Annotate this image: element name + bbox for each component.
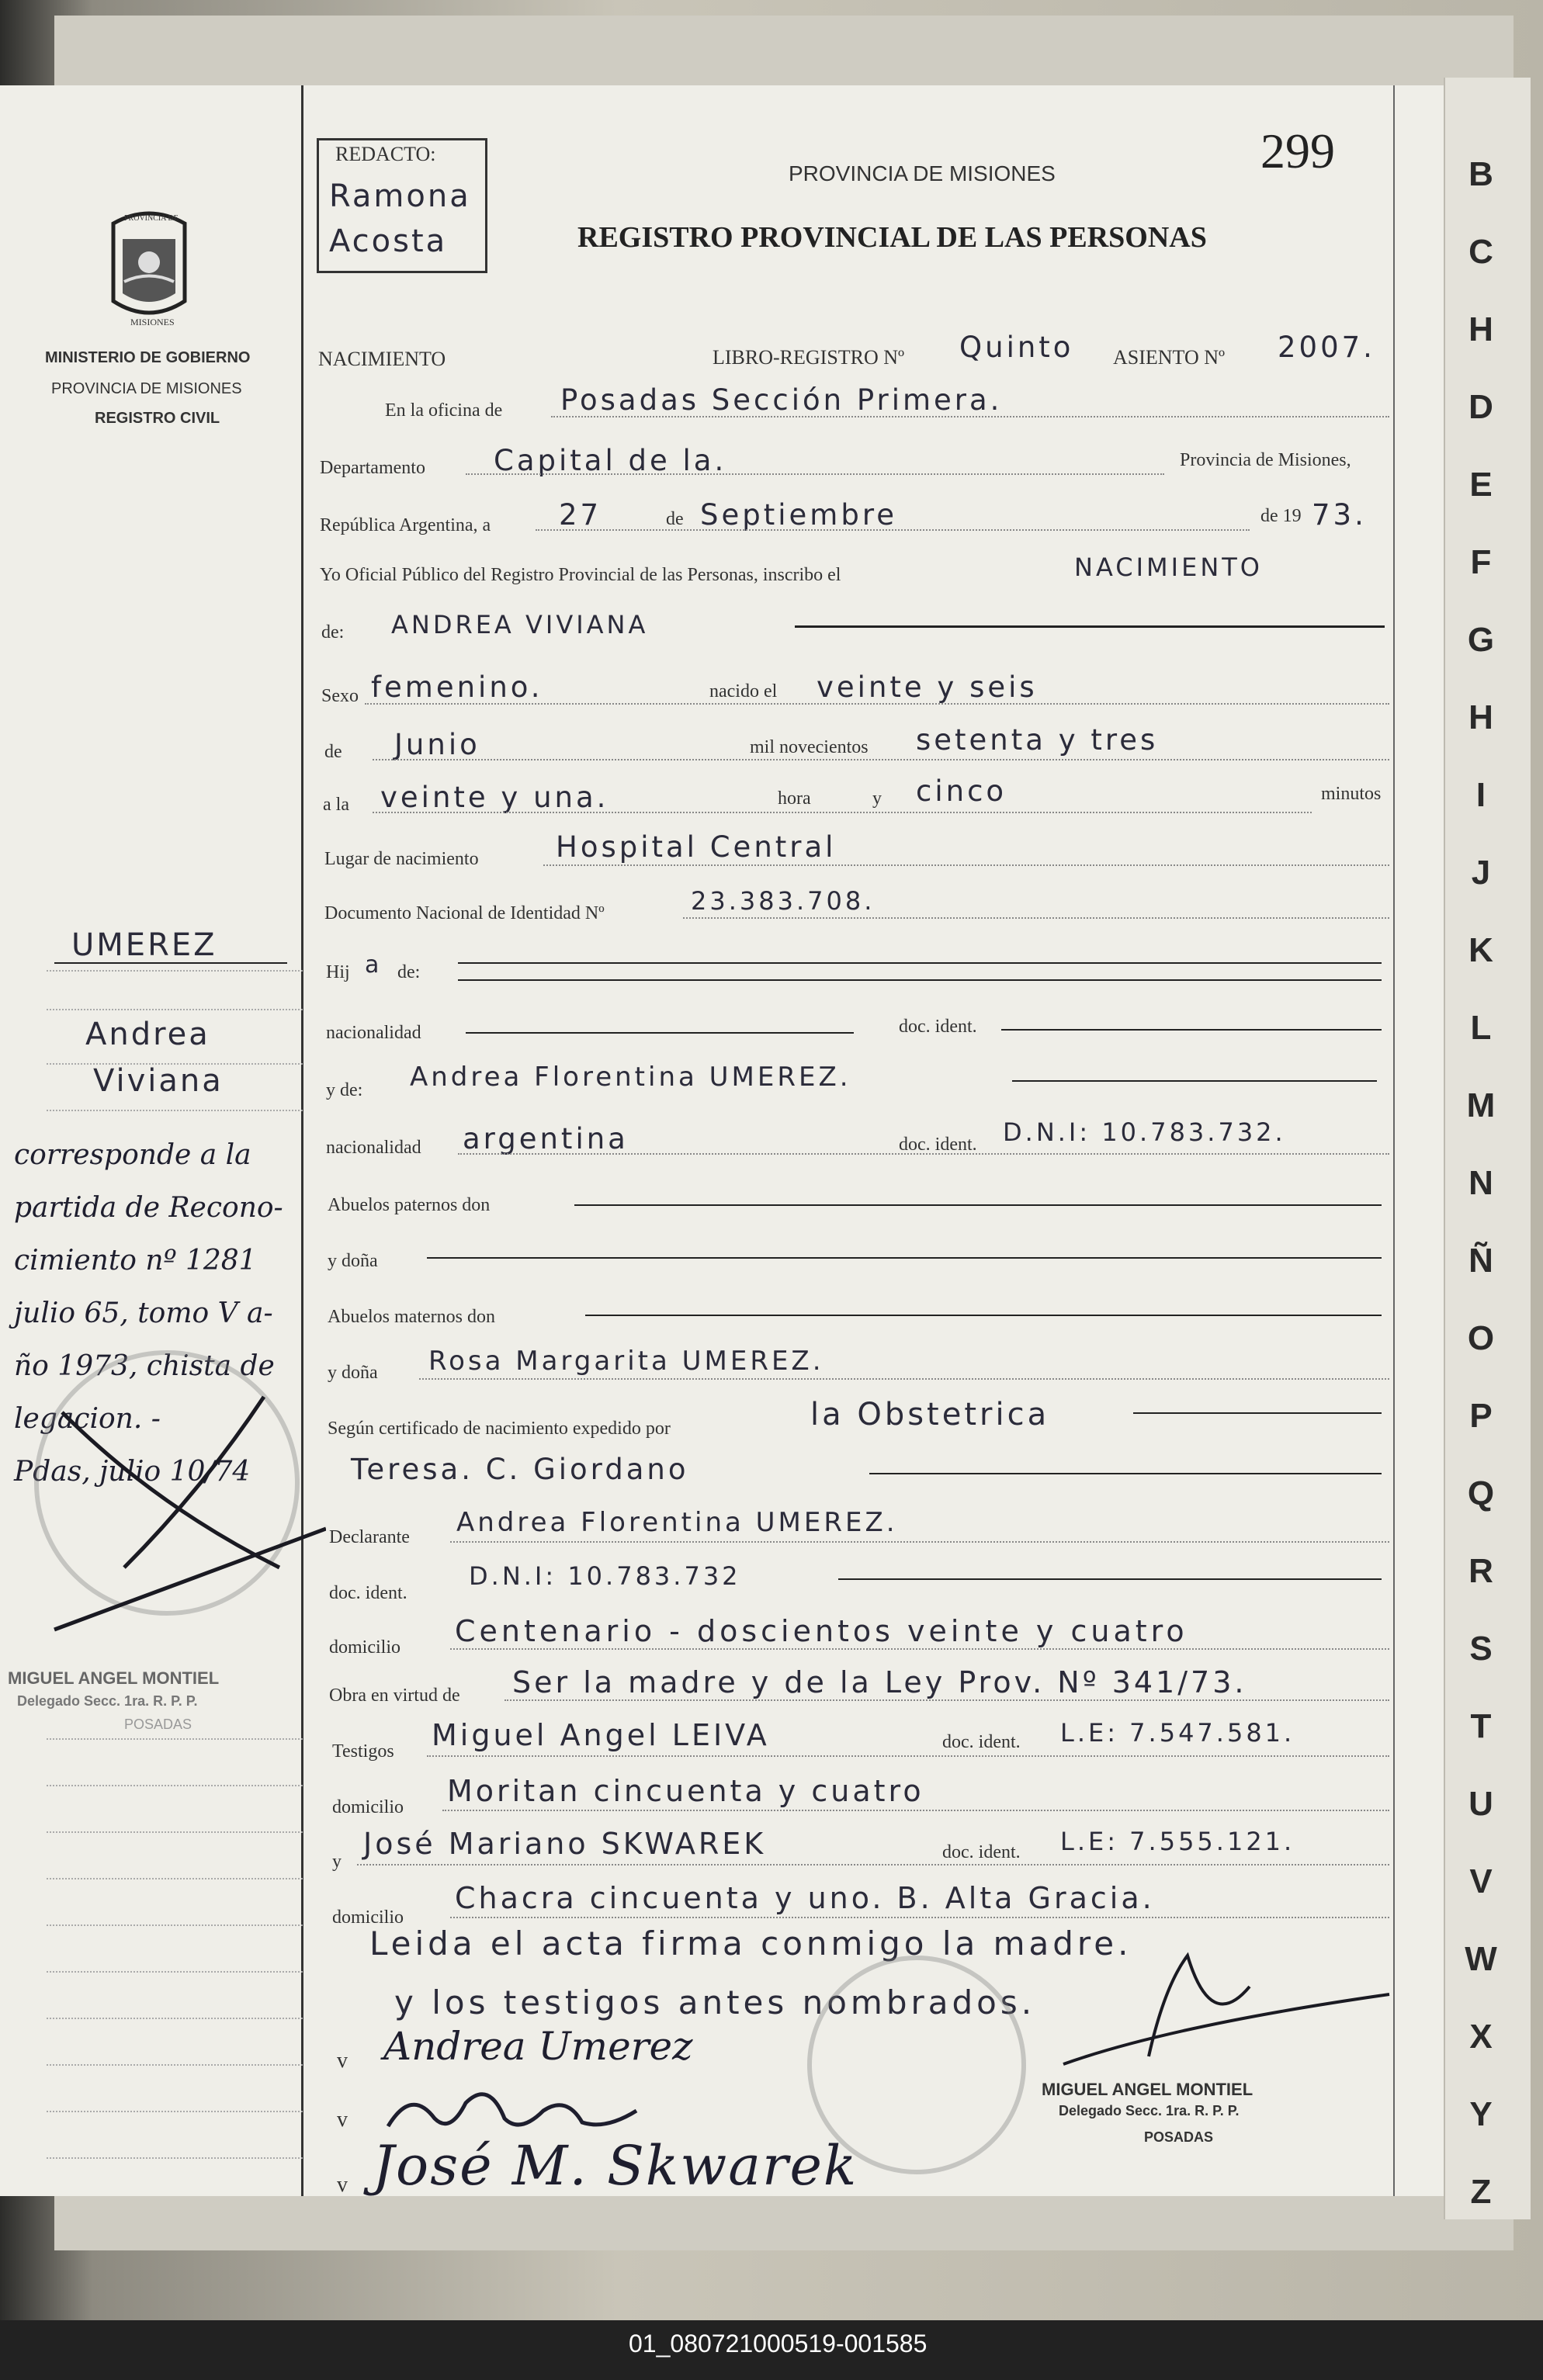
doc-ident-label: doc. ident. — [899, 1017, 977, 1037]
line-solid — [574, 1204, 1382, 1206]
page-title: REGISTRO PROVINCIAL DE LAS PERSONAS — [577, 221, 1207, 254]
testigo1-dom: Moritan cincuenta y cuatro — [447, 1774, 924, 1808]
de-name-value: ANDREA VIVIANA — [391, 610, 649, 639]
minutos-label: minutos — [1321, 784, 1382, 804]
line-solid — [458, 962, 1382, 964]
alphabet-tab: Ñ — [1468, 1242, 1493, 1280]
line-dots — [365, 703, 1389, 705]
alphabet-tab: Z — [1470, 2173, 1492, 2211]
alphabet-tab: G — [1467, 621, 1495, 659]
lugar-label: Lugar de nacimiento — [324, 849, 479, 869]
decl-doc-value: D.N.I: 10.783.732 — [469, 1561, 741, 1591]
margin-rule-line — [47, 1009, 303, 1010]
nacimiento-label: NACIMIENTO — [318, 348, 446, 370]
doc-ident4-label: doc. ident. — [942, 1842, 1021, 1862]
footer-id: 01_080721000519-001585 — [629, 2330, 928, 2357]
margin-rule-line — [47, 2018, 303, 2019]
alphabet-tab: I — [1475, 776, 1486, 814]
sexo-label: Sexo — [321, 686, 359, 706]
margin-rule-line — [47, 1738, 303, 1740]
alphabet-tab: B — [1468, 155, 1493, 193]
alphabet-tab: L — [1470, 1009, 1492, 1047]
alphabet-tab: M — [1466, 1086, 1496, 1124]
province-label: PROVINCIA DE MISIONES — [51, 380, 242, 397]
margin-annotation-line: legacion. - — [14, 1403, 161, 1435]
month2-value: Junio — [394, 728, 480, 761]
line-dots — [543, 864, 1389, 866]
line-solid — [585, 1315, 1382, 1316]
margin-surname: UMEREZ — [71, 927, 217, 963]
depto-value: Capital de la. — [494, 444, 727, 477]
margin-rule-line — [47, 2157, 303, 2159]
dni-value: 23.383.708. — [691, 886, 876, 916]
alphabet-tab: K — [1468, 931, 1493, 969]
day-value: 27 — [559, 498, 602, 532]
margin-rule-line — [47, 2111, 303, 2112]
margin-signature-icon — [47, 1335, 326, 1645]
month-value: Septiembre — [700, 498, 897, 532]
alphabet-tab: W — [1465, 1940, 1497, 1978]
alphabet-tab: F — [1470, 543, 1492, 581]
testigo2-dom: Chacra cincuenta y uno. B. Alta Gracia. — [455, 1881, 1155, 1915]
line-dots — [442, 1810, 1389, 1811]
y2-label: y — [332, 1852, 342, 1872]
official-name: MIGUEL ANGEL MONTIEL — [1042, 2080, 1253, 2099]
margin-rule-line — [47, 970, 303, 972]
asiento-value: 2007. — [1278, 331, 1375, 364]
testigo1-value: Miguel Angel LEIVA — [432, 1718, 770, 1752]
footer-bar — [0, 2320, 1543, 2380]
nac-label: nacionalidad — [326, 1023, 421, 1043]
line-dots — [373, 759, 1389, 760]
ministry-label: MINISTERIO DE GOBIERNO — [45, 349, 251, 366]
alphabet-tab: R — [1468, 1552, 1493, 1590]
line-dots — [551, 416, 1389, 417]
line-solid — [466, 1032, 854, 1034]
year-value: 73. — [1312, 498, 1367, 532]
abuela-mat-value: Rosa Margarita UMEREZ. — [428, 1346, 824, 1377]
republica-label: República Argentina, a — [320, 515, 491, 535]
margin-annotation-line: julio 65, tomo V a- — [14, 1297, 273, 1329]
testigo2-value: José Mariano SKWAREK — [363, 1827, 767, 1861]
domicilio-label: domicilio — [329, 1637, 400, 1658]
line-solid — [458, 979, 1382, 981]
official-role: Delegado Secc. 1ra. R. P. P. — [1059, 2103, 1240, 2118]
lugar-value: Hospital Central — [556, 830, 837, 864]
official-signature-icon — [1056, 1940, 1397, 2080]
line-solid — [838, 1578, 1382, 1580]
alphabet-tab: U — [1468, 1785, 1493, 1823]
margin-name-2: Viviana — [93, 1063, 224, 1099]
dni-label: Documento Nacional de Identidad Nº — [324, 903, 605, 923]
line-dots — [450, 1648, 1389, 1650]
margin-annotation-line: cimiento nº 1281 — [14, 1245, 257, 1277]
hora-value: veinte y una. — [380, 781, 609, 814]
line-solid — [795, 625, 1385, 628]
mother-nac-value: argentina — [463, 1122, 629, 1155]
alphabet-tab: Q — [1467, 1474, 1495, 1512]
line-dots — [419, 1378, 1389, 1380]
hijo-label: Hij — [326, 962, 350, 982]
margin-rule-line — [47, 1831, 303, 1833]
testigos-label: Testigos — [332, 1741, 394, 1762]
certificado-value-2: Teresa. C. Giordano — [351, 1453, 689, 1486]
alphabet-tab: C — [1468, 233, 1493, 271]
asiento-label: ASIENTO Nº — [1113, 346, 1226, 369]
margin-rule-line — [47, 1924, 303, 1926]
closing-line-1: Leida el acta firma conmigo la madre. — [369, 1924, 1132, 1963]
ydona-label: y doña — [328, 1251, 378, 1271]
line-dots — [427, 1755, 1389, 1757]
margin-official-role: Delegado Secc. 1ra. R. P. P. — [17, 1693, 198, 1709]
hijo-suffix: a — [365, 951, 383, 979]
signature-2-icon — [380, 2080, 660, 2142]
official-city: POSADAS — [1144, 2129, 1214, 2145]
margin-name-1: Andrea — [85, 1017, 210, 1052]
margin-official-name: MIGUEL ANGEL MONTIEL — [8, 1668, 220, 1688]
line-solid — [1133, 1412, 1382, 1414]
mil-value: setenta y tres — [916, 723, 1159, 757]
alphabet-tab: E — [1469, 466, 1493, 504]
de2-label: de — [324, 742, 342, 762]
line-dots — [458, 1153, 1389, 1155]
abuelos-pat-label: Abuelos paternos don — [328, 1195, 491, 1215]
alphabet-tab: T — [1470, 1707, 1492, 1745]
signature-1: Andrea Umerez — [383, 2024, 693, 2069]
declarante-value: Andrea Florentina UMEREZ. — [456, 1507, 898, 1538]
line-dots — [450, 1917, 1389, 1918]
right-rule — [1393, 85, 1395, 2196]
provincial-seal-icon — [106, 208, 192, 332]
seal-bottom-text: MISIONES — [130, 317, 175, 327]
alphabet-tab: Y — [1469, 2095, 1493, 2133]
alphabet-tab: D — [1468, 388, 1493, 426]
testigo2-doc: L.E: 7.555.121. — [1060, 1827, 1295, 1856]
margin-annotation-line: partida de Recono- — [14, 1192, 283, 1224]
mother-doc-value: D.N.I: 10.783.732. — [1003, 1117, 1286, 1147]
mil-label: mil novecientos — [750, 737, 869, 757]
sig-mark-3: v — [337, 2173, 348, 2197]
mother-value: Andrea Florentina UMEREZ. — [410, 1062, 851, 1093]
seal-top-text: PROVINCIA DE — [124, 214, 179, 223]
redacto-label: REDACTO: — [335, 143, 436, 165]
certificado-value: la Obstetrica — [810, 1397, 1050, 1433]
sig-mark-1: v — [337, 2049, 348, 2073]
domicilio3-label: domicilio — [332, 1907, 404, 1928]
signature-3: José M. Skwarek — [373, 2134, 858, 2198]
nacido-value: veinte y seis — [817, 670, 1038, 704]
abuelos-mat-label: Abuelos maternos don — [328, 1307, 495, 1327]
line-solid — [1012, 1080, 1377, 1082]
margin-rule-line — [47, 2064, 303, 2066]
line-dots — [357, 1864, 1389, 1866]
margin-rule-line — [47, 1971, 303, 1973]
doc-ident2-label: doc. ident. — [899, 1135, 977, 1155]
nac2-label: nacionalidad — [326, 1138, 421, 1158]
margin-rule-line — [47, 1878, 303, 1879]
de-name-label: de: — [321, 622, 345, 643]
decl-doc-label: doc. ident. — [329, 1583, 407, 1603]
closing-line-2: y los testigos antes nombrados. — [394, 1983, 1036, 2021]
alphabet-tab: X — [1469, 2018, 1493, 2056]
line-dots — [683, 917, 1389, 919]
alphabet-tab: S — [1469, 1630, 1493, 1668]
margin-annotation-line: ño 1973, chista de — [14, 1350, 275, 1382]
min-value: cinco — [916, 774, 1007, 808]
doc-ident3-label: doc. ident. — [942, 1732, 1021, 1752]
y-label: y — [872, 788, 882, 809]
alphabet-tab: O — [1467, 1319, 1495, 1357]
line-dots — [466, 473, 1164, 475]
line-dots — [450, 1541, 1389, 1543]
redacto-name-2: Acosta — [329, 223, 448, 259]
domicilio-value: Centenario - doscientos veinte y cuatro — [455, 1614, 1188, 1648]
margin-rule-line — [47, 1785, 303, 1786]
alphabet-tab: J — [1471, 854, 1491, 892]
domicilio2-label: domicilio — [332, 1797, 404, 1817]
margin-rule — [301, 85, 303, 2196]
margin-annotation-line: Pdas, julio 10/74 — [14, 1456, 251, 1488]
de-label: de — [666, 509, 684, 529]
obra-label: Obra en virtud de — [329, 1685, 460, 1706]
hijo-de-label: de: — [397, 962, 421, 982]
yde-label: y de: — [326, 1080, 363, 1100]
testigo1-doc: L.E: 7.547.581. — [1060, 1718, 1295, 1748]
year-label: de 19 — [1260, 506, 1302, 526]
hora-label: hora — [778, 788, 811, 809]
registro-civil-label: REGISTRO CIVIL — [95, 410, 220, 427]
oficina-label: En la oficina de — [385, 400, 503, 421]
nacido-label: nacido el — [709, 681, 778, 702]
alphabet-tab: V — [1469, 1862, 1493, 1900]
line-solid — [427, 1257, 1382, 1259]
inscribo-label: Yo Oficial Público del Registro Provincial de las Personas, inscribo el — [320, 565, 841, 585]
margin-rule-line — [47, 1110, 303, 1111]
alphabet-tab: N — [1468, 1164, 1493, 1202]
libro-label: LIBRO-REGISTRO Nº — [713, 346, 905, 369]
line-dots — [536, 529, 1250, 531]
oficina-value: Posadas Sección Primera. — [560, 383, 1003, 417]
obra-value: Ser la madre y de la Ley Prov. Nº 341/73. — [512, 1665, 1247, 1699]
line-dots — [505, 1699, 1389, 1701]
line-dots — [373, 812, 1312, 813]
province-heading: PROVINCIA DE MISIONES — [789, 161, 1056, 185]
alphabet-tab: P — [1469, 1397, 1493, 1435]
alphabet-tab: H — [1468, 310, 1493, 348]
declarante-label: Declarante — [329, 1527, 410, 1547]
margin-underline — [54, 962, 287, 964]
margin-official-city: POSADAS — [124, 1717, 192, 1732]
inscribo-value: NACIMIENTO — [1074, 553, 1263, 582]
line-solid — [869, 1473, 1382, 1474]
ydona2-label: y doña — [328, 1363, 378, 1383]
sexo-value: femenino. — [371, 670, 543, 704]
depto-label: Departamento — [320, 458, 425, 478]
sig-mark-2: v — [337, 2108, 348, 2132]
margin-annotation-line: corresponde a la — [14, 1139, 251, 1171]
page-number: 299 — [1260, 123, 1335, 178]
line-solid — [1001, 1029, 1382, 1031]
certificado-label: Según certificado de nacimiento expedido por — [328, 1419, 671, 1439]
ala-label: a la — [323, 795, 349, 815]
provincia-label: Provincia de Misiones, — [1180, 450, 1351, 470]
alphabet-tab: H — [1468, 698, 1493, 736]
libro-value: Quinto — [959, 331, 1074, 364]
redacto-name-1: Ramona — [329, 178, 471, 214]
